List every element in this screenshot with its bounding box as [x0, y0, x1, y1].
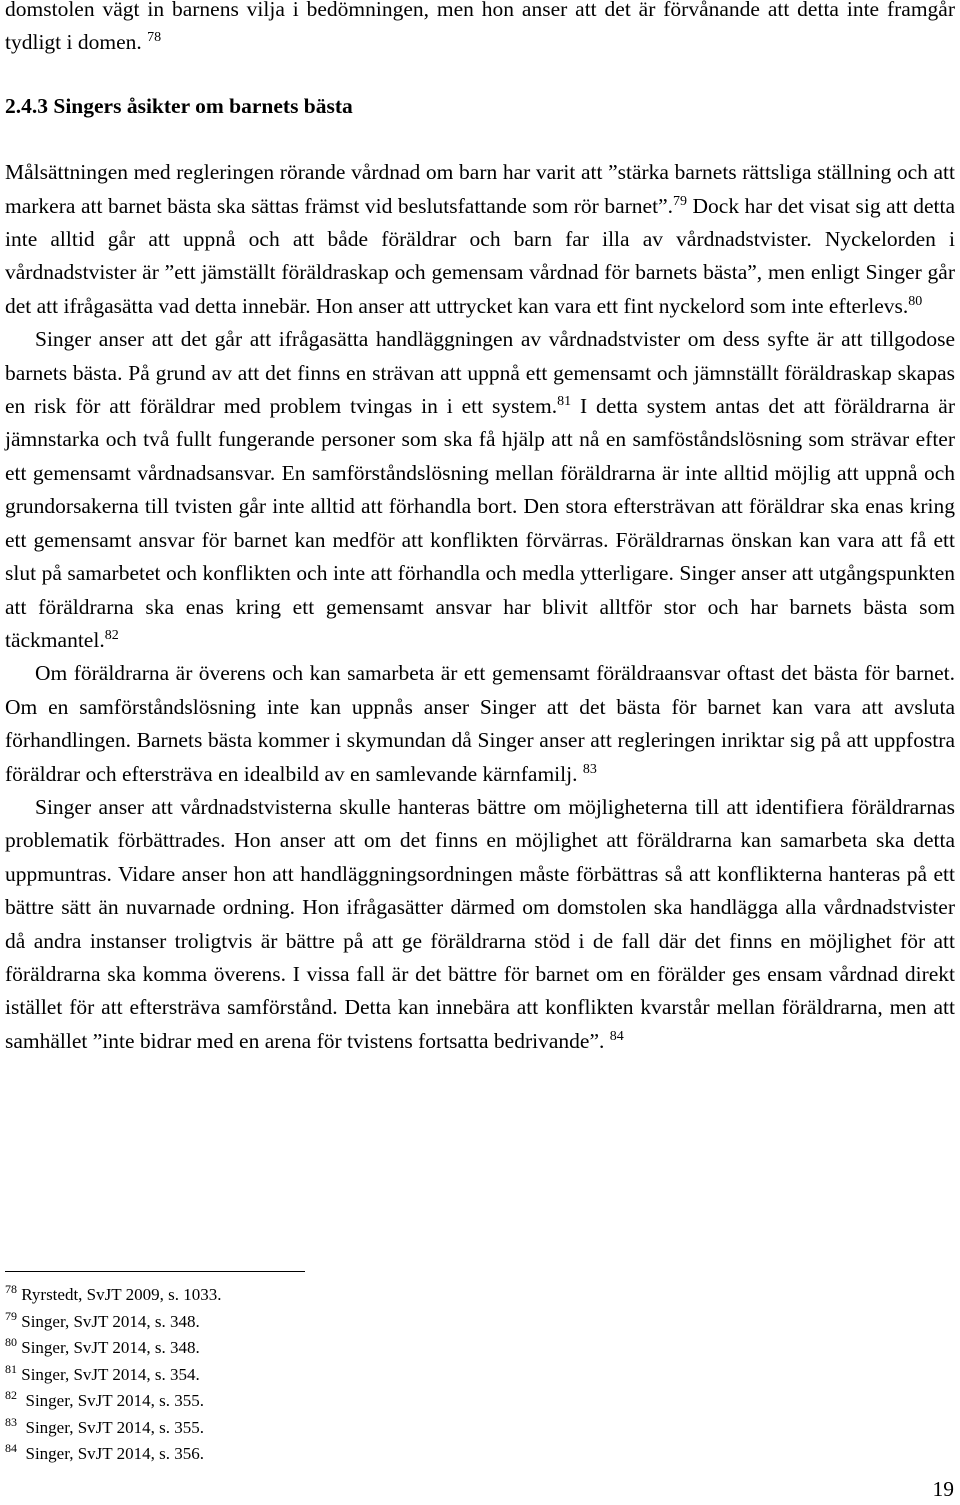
- footnote-79: [5, 1309, 221, 1336]
- footnote-number: 78: [5, 1282, 17, 1296]
- footnote-ref-79[interactable]: 79: [673, 193, 687, 209]
- document-body: [5, 0, 955, 1058]
- paragraph-text: domstolen vägt in barnens vilja i bedömningen, men hon anser att det är förvånande att detta inte framgår tydligt i domen.: [5, 0, 955, 55]
- paragraph-4: [5, 791, 955, 1058]
- paragraph-text: I detta system antas det att föräldrarna är jämnstarka och två fullt fungerande personer som ska få hjälp att nå en samföståndslösning som strävar efter ett gemensamt vårdnadsansvar. En samförståndslösning mellan föräldrarna är inte alltid möjlig att uppnå och grundorsakerna till tvisten går inte alltid att förhandla bort. Den stora eftersträvan att föräldrar ska enas kring ett gemensamt ansvar för barnet kan medför att konflikten förvärras. Föräldrarnas önskan kan vara att få ett slut på samarbetet och konflikten och inte att förhandla och medla ytterligare. Singer anser att utgångspunkten att föräldrarna ska enas kring ett gemensamt ansvar har blivit alltför stor och har barnets bästa som täckmantel.: [5, 394, 955, 652]
- footnotes: [5, 1282, 221, 1468]
- page-number: 19: [932, 1477, 954, 1501]
- footnote-84: [5, 1441, 221, 1468]
- footnote-separator: [5, 1271, 305, 1272]
- paragraph-text: Singer anser att vårdnadstvisterna skulle hanteras bättre om möjligheterna till att identifiera föräldrarnas problematik förbättrades. Hon anser att om det finns en möjlighet att föräldrarna kan samarbeta ska detta uppmuntras. Vidare anser hon att handläggningsordningen måste förbättras så att konflikterna hanteras på ett bättre sätt än nuvarnade ordning. Hon ifrågasätter därmed om domstolen ska handlägga alla vårdnadstvister då andra instanser troligtvis är bättre på att ge föräldrarna stöd i de fall där det finns en möjlighet för att föräldrarna ska komma överens. I vissa fall är det bättre för barnet om en förälder ges ensam vårdnad direkt istället för att eftersträva samförstånd. Detta kan innebära att konflikten kvarstår mellan föräldrarna, men att samhället ”inte bidrar med en arena för tvistens fortsatta bedrivande”.: [5, 794, 955, 1053]
- footnote-ref-84[interactable]: 84: [609, 1028, 624, 1044]
- paragraph-text: Målsättningen med regleringen rörande vårdnad om barn har varit att ”stärka barnets rättsliga ställning och att markera att barnet bästa ska sättas främst vid beslutsfattande som rör barnet”.: [5, 160, 955, 218]
- footnote-81: [5, 1362, 221, 1389]
- footnote-number: 79: [5, 1308, 17, 1323]
- footnote-number: 80: [5, 1335, 17, 1349]
- paragraph-continued: [5, 0, 955, 60]
- paragraph-text: Om föräldrarna är överens och kan samarbeta är ett gemensamt föräldraansvar oftast det bästa för barnet. Om en samförståndslösning inte kan uppnås anser Singer att det bästa för barnet kan vara att avsluta förhandlingen. Barnets bästa kommer i skymundan då Singer anser att regleringen inriktar sig på att uppfostra föräldrar och eftersträva en idealbild av en samlevande kärnfamilj.: [5, 661, 955, 786]
- footnote-text: Singer, SvJT 2014, s. 348.: [21, 1338, 200, 1357]
- footnote-text: Singer, SvJT 2014, s. 354.: [21, 1364, 200, 1384]
- footnote-number: 84: [5, 1441, 17, 1455]
- footnote-ref-80[interactable]: 80: [908, 293, 923, 309]
- paragraph-text: Dock har det visat sig att detta inte alltid går att uppnå och att både föräldrar och barn far illa av vårdnadstvister. Nyckelorden i vårdnadstvister är ”ett jämställt föräldraskap och gemensam vårdnad för barnets bästa”, men enligt Singer går det att ifrågasätta vad detta innebär. Hon anser att uttrycket kan vara ett fint nyckelord som inte efterlevs.: [5, 193, 955, 318]
- footnote-ref-83[interactable]: 83: [582, 761, 597, 777]
- footnote-text: Singer, SvJT 2014, s. 348.: [21, 1311, 200, 1331]
- paragraph-3: [5, 657, 955, 791]
- footnote-text: Singer, SvJT 2014, s. 356.: [25, 1444, 204, 1463]
- section-heading: 2.4.3 Singers åsikter om barnets bästa: [5, 93, 353, 118]
- footnote-text: Ryrstedt, SvJT 2009, s. 1033.: [21, 1285, 222, 1304]
- footnote-78: [5, 1282, 221, 1309]
- paragraph-text: Singer anser att det går att ifrågasätta handläggningen av vårdnadstvister om dess syfte är att tillgodose barnets bästa. På grund av att det finns en strävan att uppnå ett gemensamt och jämnställt föräldraskap skapas en risk för att föräldrar med problem tvingas in i ett system.: [5, 327, 955, 419]
- footnote-83: [5, 1415, 221, 1442]
- footnote-ref-82[interactable]: 82: [104, 627, 119, 643]
- footnote-ref-78[interactable]: 78: [147, 30, 162, 46]
- footnote-text: Singer, SvJT 2014, s. 355.: [25, 1391, 204, 1410]
- footnote-number: 81: [5, 1361, 17, 1376]
- footnote-ref-81[interactable]: 81: [557, 394, 572, 410]
- paragraph-2: [5, 323, 955, 657]
- footnote-number: 82: [5, 1388, 17, 1402]
- footnote-82: [5, 1388, 221, 1415]
- paragraph-1: [5, 156, 955, 323]
- footnote-text: Singer, SvJT 2014, s. 355.: [25, 1417, 204, 1437]
- footnote-80: [5, 1335, 221, 1362]
- footnote-number: 83: [5, 1414, 17, 1429]
